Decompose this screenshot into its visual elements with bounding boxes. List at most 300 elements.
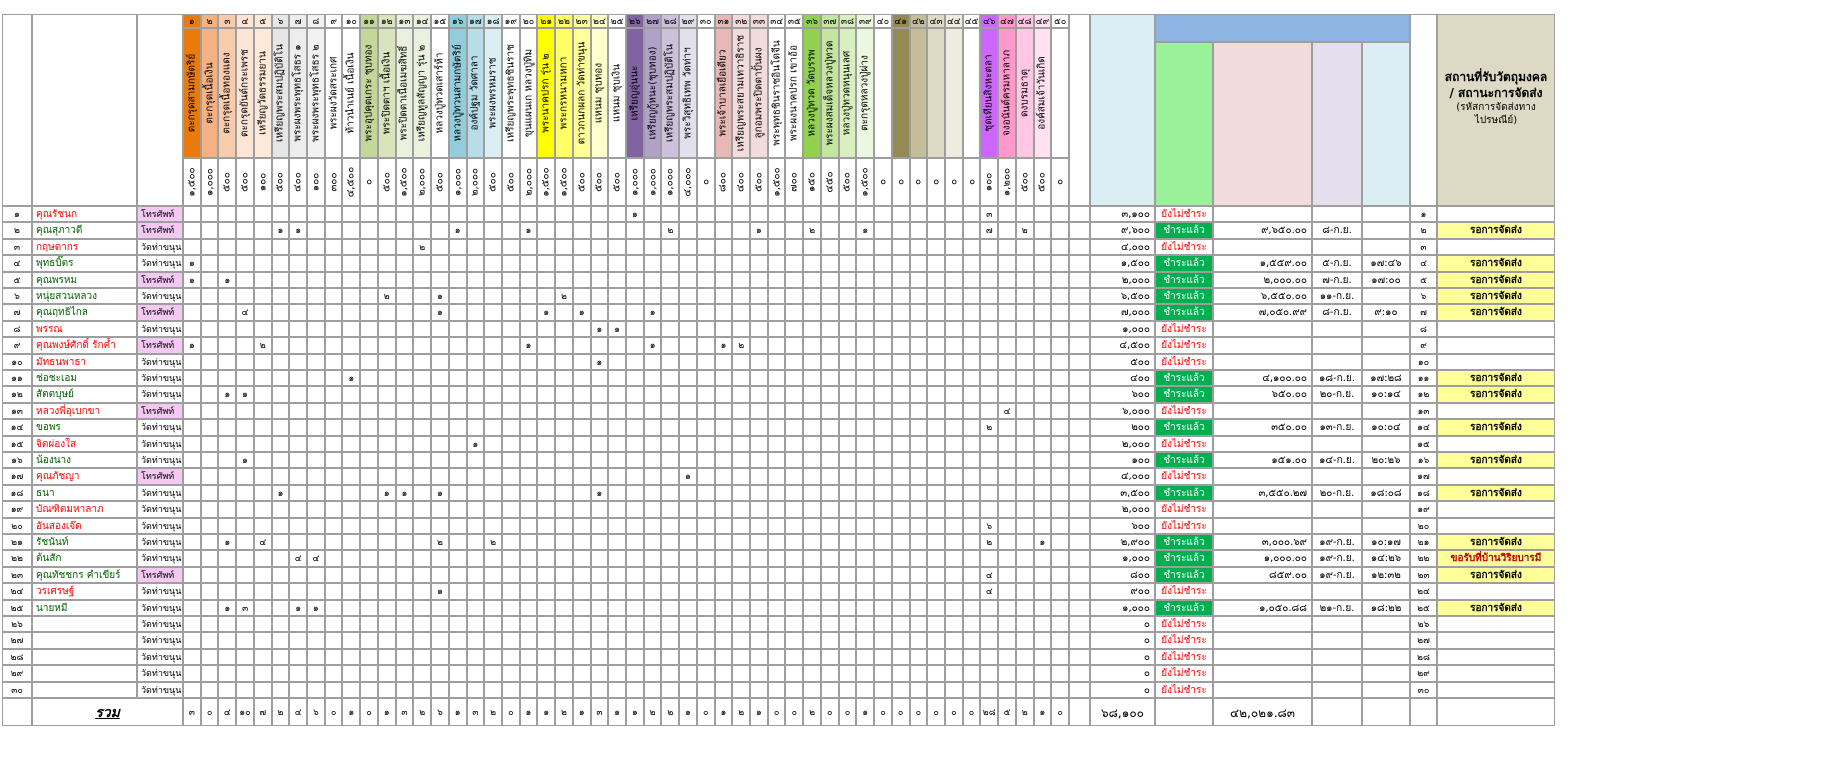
qty-cell xyxy=(1051,403,1069,419)
qty-cell xyxy=(1016,436,1034,452)
qty-cell xyxy=(697,288,715,304)
transfer-amount: ๘๕๙.๐๐ xyxy=(1213,567,1312,583)
row-number-right: ๑๖ xyxy=(1410,452,1437,468)
transfer-time xyxy=(1362,321,1410,337)
qty-cell xyxy=(502,436,520,452)
payment-status: ชำระแล้ว xyxy=(1155,485,1213,501)
qty-cell xyxy=(183,616,201,632)
gap-cell xyxy=(1069,436,1090,452)
qty-cell xyxy=(998,370,1016,386)
qty-cell xyxy=(910,206,928,222)
qty-cell: ๑ xyxy=(218,386,236,402)
qty-cell xyxy=(626,354,644,370)
qty-cell xyxy=(1034,321,1052,337)
qty-cell xyxy=(236,206,254,222)
product-col-price xyxy=(573,158,591,206)
row-total: ๒,๐๐๐ xyxy=(1090,272,1155,288)
qty-cell xyxy=(892,206,910,222)
qty-cell xyxy=(502,255,520,271)
qty-cell xyxy=(1051,682,1069,698)
column-sum: ๔ xyxy=(289,698,307,726)
qty-cell xyxy=(201,583,219,599)
qty-cell xyxy=(856,600,874,616)
product-col-number: ๓๔ xyxy=(768,14,786,28)
product-price-text: ๒,๐๐๐ xyxy=(416,167,428,197)
shipping-status: รอการจัดส่ง xyxy=(1437,419,1555,435)
qty-cell: ๑ xyxy=(396,485,414,501)
gap-cell xyxy=(1069,550,1090,566)
qty-cell xyxy=(715,468,733,484)
qty-cell xyxy=(750,272,768,288)
sum-blank xyxy=(2,698,32,726)
gap-cell xyxy=(1069,616,1090,632)
qty-cell xyxy=(679,665,697,681)
qty-cell xyxy=(431,337,449,353)
product-price-text: ๐ xyxy=(363,178,375,186)
product-name-text: เหรียญทูลสัญญา รุ่น ๒ xyxy=(416,44,428,142)
qty-cell xyxy=(201,600,219,616)
qty-cell xyxy=(768,518,786,534)
qty-cell xyxy=(892,452,910,468)
qty-cell xyxy=(342,304,360,320)
qty-cell xyxy=(679,600,697,616)
qty-cell xyxy=(892,665,910,681)
product-price-text: ๑,๕๐๐ xyxy=(186,167,198,197)
qty-cell xyxy=(396,468,414,484)
qty-cell xyxy=(467,632,485,648)
qty-cell xyxy=(803,304,821,320)
qty-cell xyxy=(945,632,963,648)
qty-cell xyxy=(1034,632,1052,648)
qty-cell xyxy=(520,403,538,419)
customer-name xyxy=(32,632,137,648)
qty-cell xyxy=(449,288,467,304)
qty-cell xyxy=(821,682,839,698)
qty-cell xyxy=(1051,354,1069,370)
qty-cell xyxy=(201,452,219,468)
qty-cell xyxy=(289,534,307,550)
qty-cell xyxy=(484,403,502,419)
qty-cell xyxy=(679,485,697,501)
shipping-status xyxy=(1437,616,1555,632)
qty-cell xyxy=(396,288,414,304)
qty-cell xyxy=(980,452,998,468)
qty-cell xyxy=(289,616,307,632)
qty-cell: ๑ xyxy=(537,304,555,320)
product-name-text: เหรียญวัดธรรมยาน xyxy=(257,51,269,135)
qty-cell xyxy=(874,403,892,419)
qty-cell xyxy=(821,567,839,583)
qty-cell xyxy=(715,354,733,370)
qty-cell xyxy=(998,452,1016,468)
qty-cell xyxy=(732,239,750,255)
qty-cell xyxy=(945,304,963,320)
qty-cell xyxy=(839,239,857,255)
qty-cell xyxy=(272,616,290,632)
row-number: ๑๓ xyxy=(2,403,32,419)
qty-cell xyxy=(183,436,201,452)
transfer-date xyxy=(1312,501,1362,517)
qty-cell xyxy=(537,288,555,304)
qty-cell xyxy=(785,272,803,288)
qty-cell xyxy=(963,272,981,288)
transfer-amount: ๔,๑๐๐.๐๐ xyxy=(1213,370,1312,386)
qty-cell xyxy=(892,288,910,304)
product-col-number: ๑๕ xyxy=(431,14,449,28)
qty-cell xyxy=(608,518,626,534)
qty-cell xyxy=(1016,354,1034,370)
qty-cell xyxy=(378,239,396,255)
transfer-time: ๑๒:๓๒ xyxy=(1362,567,1410,583)
qty-cell xyxy=(732,583,750,599)
qty-cell xyxy=(892,468,910,484)
row-total: ๔,๐๐๐ xyxy=(1090,239,1155,255)
qty-cell xyxy=(697,337,715,353)
qty-cell xyxy=(927,370,945,386)
qty-cell xyxy=(679,518,697,534)
qty-cell xyxy=(963,321,981,337)
payment-status: ยังไม่ชำระ xyxy=(1155,583,1213,599)
qty-cell xyxy=(573,321,591,337)
product-col-price xyxy=(218,158,236,206)
qty-cell xyxy=(715,665,733,681)
column-sum: ๑ xyxy=(378,698,396,726)
product-col-number: ๓๖ xyxy=(803,14,821,28)
qty-cell: ๒ xyxy=(431,534,449,550)
qty-cell xyxy=(910,321,928,337)
qty-cell xyxy=(591,468,609,484)
qty-cell xyxy=(467,534,485,550)
qty-cell xyxy=(697,452,715,468)
row-number-right: ๔ xyxy=(1410,255,1437,271)
product-name-text: ขุนแผนเก หลวงปู่ทิม xyxy=(523,48,535,138)
qty-cell xyxy=(892,485,910,501)
qty-cell xyxy=(413,370,431,386)
qty-cell xyxy=(272,600,290,616)
qty-cell xyxy=(608,452,626,468)
qty-cell xyxy=(980,665,998,681)
product-price-text: ๒,๐๐๐ xyxy=(469,167,481,197)
qty-cell xyxy=(892,386,910,402)
transfer-date xyxy=(1312,518,1362,534)
qty-cell xyxy=(520,468,538,484)
qty-cell xyxy=(467,239,485,255)
qty-cell xyxy=(874,255,892,271)
qty-cell xyxy=(555,403,573,419)
qty-cell xyxy=(342,616,360,632)
qty-cell xyxy=(998,386,1016,402)
qty-cell xyxy=(272,550,290,566)
qty-cell xyxy=(183,370,201,386)
payment-status: ชำระแล้ว xyxy=(1155,288,1213,304)
qty-cell xyxy=(307,354,325,370)
qty-cell xyxy=(537,501,555,517)
qty-cell xyxy=(449,272,467,288)
qty-cell xyxy=(272,370,290,386)
qty-cell xyxy=(325,649,343,665)
transfer-time: ๑๐:๐๔ xyxy=(1362,419,1410,435)
column-sum: ๐ xyxy=(821,698,839,726)
qty-cell xyxy=(325,370,343,386)
qty-cell xyxy=(715,255,733,271)
qty-cell xyxy=(697,501,715,517)
payment-status: ชำระแล้ว xyxy=(1155,419,1213,435)
qty-cell xyxy=(980,501,998,517)
qty-cell xyxy=(272,288,290,304)
product-col-price xyxy=(927,158,945,206)
transfer-amount xyxy=(1213,206,1312,222)
qty-cell xyxy=(980,272,998,288)
qty-cell xyxy=(484,354,502,370)
qty-cell xyxy=(679,206,697,222)
product-price-text: ๔,๕๐๐ xyxy=(345,166,357,198)
qty-cell xyxy=(484,272,502,288)
qty-cell xyxy=(449,616,467,632)
qty-cell xyxy=(449,354,467,370)
payment-status: ยังไม่ชำระ xyxy=(1155,616,1213,632)
shipping-status xyxy=(1437,468,1555,484)
qty-cell xyxy=(821,222,839,238)
qty-cell xyxy=(484,304,502,320)
qty-cell xyxy=(910,452,928,468)
qty-cell xyxy=(892,583,910,599)
transfer-date xyxy=(1312,632,1362,648)
qty-cell xyxy=(325,485,343,501)
qty-cell xyxy=(839,354,857,370)
qty-cell xyxy=(927,354,945,370)
transfer-time xyxy=(1362,468,1410,484)
qty-cell xyxy=(236,436,254,452)
column-sum: ๓ xyxy=(467,698,485,726)
qty-cell xyxy=(644,665,662,681)
qty-cell xyxy=(201,272,219,288)
qty-cell xyxy=(839,485,857,501)
qty-cell xyxy=(272,632,290,648)
qty-cell xyxy=(537,272,555,288)
qty-cell xyxy=(856,534,874,550)
qty-cell xyxy=(1016,386,1034,402)
qty-cell xyxy=(342,403,360,419)
qty-cell: ๒ xyxy=(484,534,502,550)
qty-cell xyxy=(998,468,1016,484)
qty-cell xyxy=(502,485,520,501)
qty-cell xyxy=(945,354,963,370)
qty-cell xyxy=(839,206,857,222)
row-number: ๑๑ xyxy=(2,370,32,386)
qty-cell xyxy=(183,419,201,435)
qty-cell xyxy=(467,468,485,484)
product-price-text: ๔๐๐ xyxy=(292,172,304,192)
order-source: วัดท่าขนุน xyxy=(137,600,183,616)
qty-cell: ๑ xyxy=(750,222,768,238)
qty-cell xyxy=(272,534,290,550)
qty-cell xyxy=(467,616,485,632)
qty-cell xyxy=(555,452,573,468)
qty-cell xyxy=(218,452,236,468)
qty-cell xyxy=(307,272,325,288)
product-price-text: ๑๐๐ xyxy=(983,172,995,192)
qty-cell xyxy=(378,567,396,583)
qty-cell xyxy=(360,354,378,370)
qty-cell xyxy=(1051,616,1069,632)
qty-cell xyxy=(183,468,201,484)
qty-cell xyxy=(661,567,679,583)
transfer-time xyxy=(1362,288,1410,304)
shipping-status: รอการจัดส่ง xyxy=(1437,567,1555,583)
total-header xyxy=(1090,14,1155,206)
qty-cell xyxy=(715,600,733,616)
product-col-price xyxy=(945,158,963,206)
qty-cell xyxy=(644,632,662,648)
product-col-number: ๑๒ xyxy=(378,14,396,28)
product-name-text: องค์สมเจ้าวันเกิด xyxy=(1036,56,1048,130)
row-number-right: ๒๒ xyxy=(1410,550,1437,566)
qty-cell xyxy=(183,583,201,599)
qty-cell xyxy=(537,485,555,501)
transfer-time xyxy=(1362,583,1410,599)
qty-cell xyxy=(573,550,591,566)
qty-cell xyxy=(573,419,591,435)
row-number: ๑๔ xyxy=(2,419,32,435)
column-sum: ๓ xyxy=(183,698,201,726)
qty-cell xyxy=(396,255,414,271)
qty-cell xyxy=(1016,567,1034,583)
gap-cell xyxy=(1069,468,1090,484)
customer-name: พุทธบิ๊ตร xyxy=(32,255,137,271)
qty-cell: ๔ xyxy=(236,304,254,320)
product-col-price xyxy=(254,158,272,206)
product-col-price xyxy=(449,158,467,206)
qty-cell xyxy=(378,682,396,698)
qty-cell xyxy=(768,239,786,255)
product-col-name xyxy=(325,28,343,158)
order-source: วัดท่าขนุน xyxy=(137,255,183,271)
qty-cell xyxy=(874,600,892,616)
qty-cell xyxy=(768,616,786,632)
qty-cell xyxy=(378,616,396,632)
customer-name: ธนา xyxy=(32,485,137,501)
qty-cell xyxy=(555,321,573,337)
order-source: โทรศัพท์ xyxy=(137,567,183,583)
qty-cell xyxy=(803,632,821,648)
qty-cell xyxy=(892,239,910,255)
product-col-number: ๙ xyxy=(325,14,343,28)
gap-cell xyxy=(1069,304,1090,320)
qty-cell xyxy=(821,583,839,599)
qty-cell: ๑ xyxy=(520,337,538,353)
qty-cell xyxy=(537,370,555,386)
qty-cell xyxy=(449,321,467,337)
qty-cell xyxy=(307,468,325,484)
qty-cell xyxy=(378,304,396,320)
qty-cell xyxy=(591,550,609,566)
qty-cell xyxy=(520,485,538,501)
qty-cell xyxy=(254,665,272,681)
qty-cell xyxy=(856,501,874,517)
qty-cell xyxy=(520,567,538,583)
product-price-text: ๑,๕๐๐ xyxy=(558,167,570,197)
column-sum: ๖ xyxy=(307,698,325,726)
qty-cell xyxy=(236,550,254,566)
product-col-price xyxy=(484,158,502,206)
qty-cell xyxy=(254,501,272,517)
qty-cell xyxy=(661,632,679,648)
qty-cell: ๖ xyxy=(980,518,998,534)
qty-cell xyxy=(1051,583,1069,599)
qty-cell xyxy=(272,567,290,583)
qty-cell xyxy=(644,436,662,452)
qty-cell xyxy=(644,616,662,632)
qty-cell xyxy=(803,337,821,353)
qty-cell xyxy=(201,321,219,337)
qty-cell xyxy=(892,436,910,452)
qty-cell: ๒ xyxy=(413,239,431,255)
qty-cell xyxy=(874,337,892,353)
qty-cell xyxy=(732,386,750,402)
shipping-status xyxy=(1437,403,1555,419)
qty-cell xyxy=(803,518,821,534)
product-col-name xyxy=(378,28,396,158)
qty-cell xyxy=(591,403,609,419)
product-name-text: จงอนันต์ครมหาลาภ xyxy=(1001,49,1013,137)
transfer-time xyxy=(1362,222,1410,238)
transfer-date: ๗-ก.ย. xyxy=(1312,272,1362,288)
transfer-amount: ๖,๕๕๐.๐๐ xyxy=(1213,288,1312,304)
qty-cell xyxy=(325,452,343,468)
row-total: ๒,๐๐๐ xyxy=(1090,436,1155,452)
product-col-name xyxy=(555,28,573,158)
product-col-name xyxy=(821,28,839,158)
product-col-number: ๖ xyxy=(272,14,290,28)
qty-cell xyxy=(608,386,626,402)
qty-cell xyxy=(963,288,981,304)
shipping-status xyxy=(1437,518,1555,534)
qty-cell xyxy=(342,222,360,238)
transfer-amount: ๒,๐๐๐.๐๐ xyxy=(1213,272,1312,288)
qty-cell xyxy=(555,583,573,599)
qty-cell xyxy=(785,649,803,665)
qty-cell xyxy=(803,419,821,435)
qty-cell xyxy=(892,272,910,288)
qty-cell xyxy=(803,534,821,550)
grand-total: ๖๘,๑๐๐ xyxy=(1090,698,1155,726)
product-col-name xyxy=(892,28,910,158)
product-name-text: แหนม ชุบเงิน xyxy=(611,64,623,122)
qty-cell xyxy=(608,665,626,681)
qty-cell xyxy=(307,485,325,501)
product-price-text: ๑,๕๐๐ xyxy=(398,167,410,197)
qty-cell xyxy=(1016,239,1034,255)
qty-cell xyxy=(608,583,626,599)
qty-cell xyxy=(573,485,591,501)
qty-cell xyxy=(272,436,290,452)
qty-cell xyxy=(679,534,697,550)
qty-cell xyxy=(910,386,928,402)
product-name-text: พระนาคปรก รุ่น ๒ xyxy=(540,53,552,133)
order-source: วัดท่าขนุน xyxy=(137,419,183,435)
qty-cell xyxy=(325,632,343,648)
transfer-time xyxy=(1362,682,1410,698)
qty-cell xyxy=(963,665,981,681)
qty-cell xyxy=(644,272,662,288)
column-sum: ๑ xyxy=(1034,698,1052,726)
qty-cell xyxy=(1016,518,1034,534)
qty-cell xyxy=(661,616,679,632)
qty-cell xyxy=(218,239,236,255)
row-total: ๒,๐๐๐ xyxy=(1090,501,1155,517)
customer-name: หนุ่ยสวนหลวง xyxy=(32,288,137,304)
qty-cell xyxy=(608,304,626,320)
